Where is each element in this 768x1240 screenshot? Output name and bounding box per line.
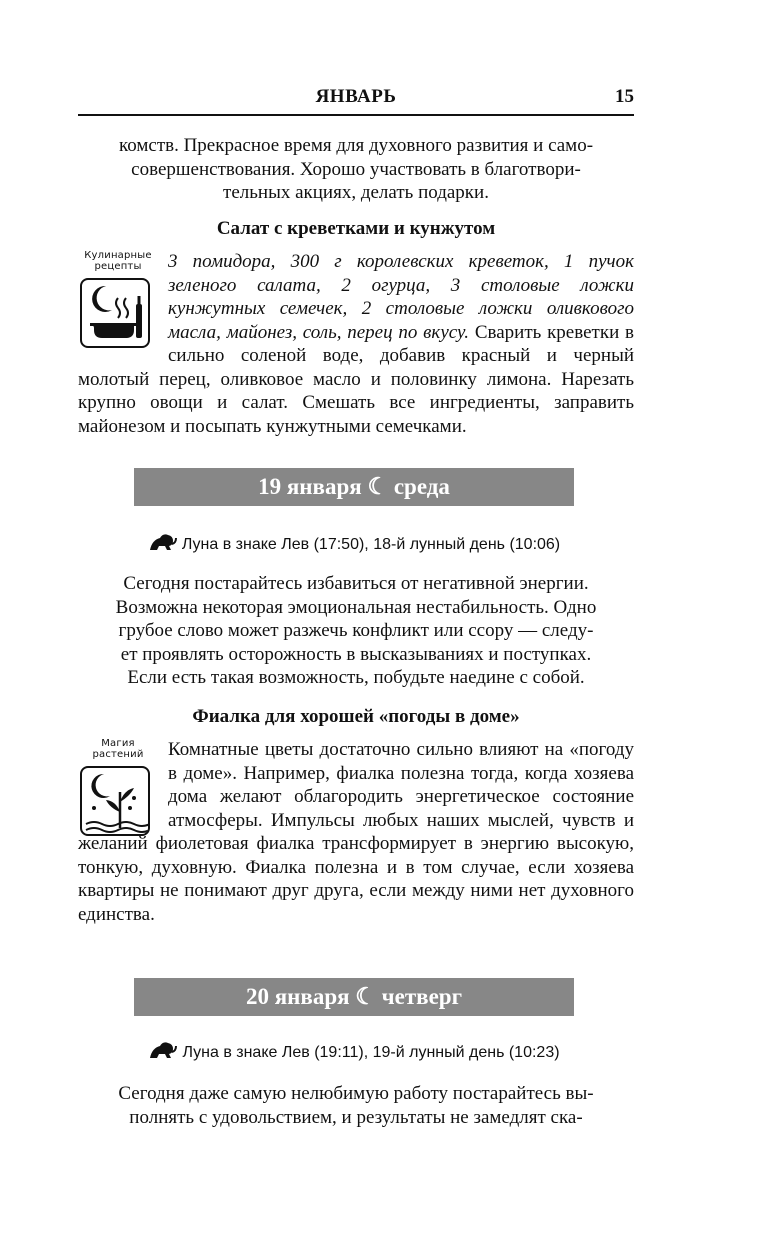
text-line: грубое слово может разжечь конфликт или ссору — следу- (118, 620, 594, 641)
leo-lion-icon (148, 1040, 178, 1065)
text-line: Сегодня постарайтесь избавиться от негативной энергии. (123, 573, 589, 594)
text-line: полнять с удовольствием, и результаты не замедлят ска- (129, 1106, 583, 1128)
icon-label: Кулинарные рецепты (84, 250, 152, 272)
icon-label: Магия растений (92, 738, 144, 760)
moon-info-20 (134, 1040, 574, 1065)
running-title: ЯНВАРЬ (315, 86, 397, 107)
book-page (78, 0, 634, 1240)
forecast-19 (78, 572, 634, 690)
moon-info-text: Луна в знаке Лев (17:50), 18-й лунный день (10:06) (181, 536, 561, 553)
recipe-paragraph (78, 250, 634, 438)
page-header (78, 84, 634, 116)
text-line: тельных акциях, делать подарки. (223, 182, 489, 203)
page-number: 15 (615, 86, 634, 107)
recipe-icon-block (78, 250, 168, 360)
leo-lion-icon (148, 532, 178, 557)
intro-paragraph (78, 134, 634, 205)
plant-magic-text: Комнатные цветы достаточно сильно влияют на «погоду в доме». Например, фиалка полезна тогда, когда хозяева дома желают облагородить энергетическое состояние атмосферы. Импульсы любых наших мыслей, чувств и желаний фиолетовая фиалка трансформирует в энергию высокую, тонкую, духовную. Фиалка полезна и в том случае, если хозяева квартиры не понимают друг друга, если между ними нет духовного единства. (78, 739, 634, 925)
text-line: комств. Прекрасное время для духовного развития и само- (118, 135, 594, 156)
recipe-instructions: Сварить креветки в сильно соленой воде, добавив красный и черный молотый перец, оливковое масло и половинку лимона. Нарезать крупно овощи и салат. Смешать все ингредиенты, заправить майонезом и посыпать кунжутными семечками. (78, 321, 634, 437)
moon-info-text: Луна в знаке Лев (19:11), 19-й лунный день (10:23) (182, 1044, 560, 1061)
date-banner-20: 20 января ☾ четверг (134, 978, 574, 1016)
recipe-title: Салат с креветками и кунжутом (216, 218, 496, 239)
cooking-pot-moon-icon (80, 278, 150, 348)
text-line: Сегодня даже самую нелюбимую работу постарайтесь вы- (118, 1083, 594, 1104)
date-banner-19: 19 января ☾ среда (134, 468, 574, 506)
moon-info-19 (134, 532, 574, 557)
text-line: совершенствования. Хорошо участвовать в благотвори- (131, 158, 581, 180)
text-line: Возможна некоторая эмоциональная нестабильность. Одно (115, 596, 597, 618)
text-line: ет проявлять осторожность в высказываниях и поступках. (120, 643, 592, 665)
plant-icon-block (78, 738, 168, 830)
plant-moon-icon (80, 766, 150, 836)
recipe-ingredients: 3 помидора, 300 г королевских креветок, 1 пучок зеленого салата, 2 огурца, 3 столовые ложки кунжутных семечек, 2 столовые ложки оливкового масла, майонез, соль, перец по вкусу. (168, 251, 634, 343)
plant-magic-title: Фиалка для хорошей «погоды в доме» (192, 706, 520, 727)
plant-magic-paragraph (78, 738, 634, 926)
text-line: Если есть такая возможность, побудьте наедине с собой. (127, 667, 585, 688)
forecast-20 (78, 1082, 634, 1129)
